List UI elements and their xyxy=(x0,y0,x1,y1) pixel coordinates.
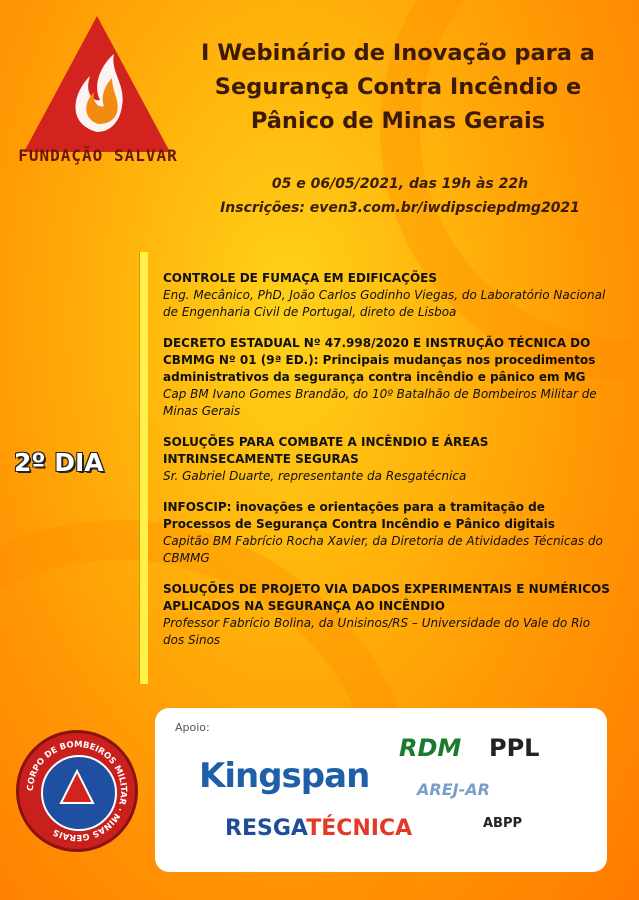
ppl-logo: PPL xyxy=(489,734,540,762)
talk-item xyxy=(163,499,613,567)
organization-name: FUNDAÇÃO SALVAR xyxy=(18,146,178,165)
talk-item xyxy=(163,434,613,485)
talk-speaker: Sr. Gabriel Duarte, representante da Resgatécnica xyxy=(163,469,467,483)
kingspan-logo: Kingspan xyxy=(199,756,370,796)
talk-title: DECRETO ESTADUAL Nº 47.998/2020 E INSTRUÇÃO TÉCNICA DO CBMMG Nº 01 (9ª ED.): Principais mudanças nos procedimentos administrativos da segurança contra incêndio e pânico em MG xyxy=(163,336,596,384)
day-label: 2º DIA xyxy=(14,448,104,477)
badge-text: CORPO DE BOMBEIROS MILITAR · MINAS GERAIS xyxy=(25,739,129,843)
talk-title: INFOSCIP: inovações e orientações para a tramitação de Processos de Segurança Contra Incêndio e Pânico digitais xyxy=(163,500,555,531)
talk-title: SOLUÇÕES PARA COMBATE A INCÊNDIO E ÁREAS INTRINSECAMENTE SEGURAS xyxy=(163,435,489,466)
sponsors-panel xyxy=(155,708,607,872)
event-dates: 05 e 06/05/2021, das 19h às 22h xyxy=(271,176,529,192)
talk-speaker: Cap BM Ivano Gomes Brandão, do 10º Batalhão de Bombeiros Militar de Minas Gerais xyxy=(163,387,597,418)
event-title xyxy=(168,36,628,138)
title-line: I Webinário de Inovação para a xyxy=(201,40,595,66)
abpp-logo: ABPP xyxy=(483,816,523,831)
talk-speaker: Capitão BM Fabrício Rocha Xavier, da Diretoria de Atividades Técnicas do CBMMG xyxy=(163,534,603,565)
resga-part: RESGA xyxy=(225,816,307,841)
sponsors-label: Apoio: xyxy=(175,721,210,734)
title-line: Pânico de Minas Gerais xyxy=(250,108,546,134)
event-info xyxy=(200,172,600,220)
talk-list xyxy=(163,270,613,663)
rdm-logo: RDM xyxy=(399,734,462,762)
talk-item xyxy=(163,581,613,649)
talk-item xyxy=(163,270,613,321)
talk-title: CONTROLE DE FUMAÇA EM EDIFICAÇÕES xyxy=(163,271,438,285)
accent-bar xyxy=(139,252,148,684)
talk-speaker: Eng. Mecânico, PhD, João Carlos Godinho Viegas, do Laboratório Nacional de Engenharia Civil de Portugal, direto de Lisboa xyxy=(163,288,606,319)
arejar-logo: AREJ-AR xyxy=(417,780,490,799)
talk-speaker: Professor Fabrício Bolina, da Unisinos/RS – Universidade do Vale do Rio dos Sinos xyxy=(163,616,591,647)
title-line: Segurança Contra Incêndio e xyxy=(214,74,582,100)
tecnica-part: TÉCNICA xyxy=(306,816,413,841)
registration-link[interactable]: Inscrições: even3.com.br/iwdipsciepdmg2021 xyxy=(220,200,580,216)
talk-item xyxy=(163,335,613,420)
resgatecnica-logo xyxy=(225,816,412,841)
bombeiros-badge xyxy=(16,730,138,852)
talk-title: SOLUÇÕES DE PROJETO VIA DADOS EXPERIMENTAIS E NUMÉRICOS APLICADOS NA SEGURANÇA AO INCÊNDIO xyxy=(163,582,610,613)
badge-ring-text-icon xyxy=(19,733,135,849)
